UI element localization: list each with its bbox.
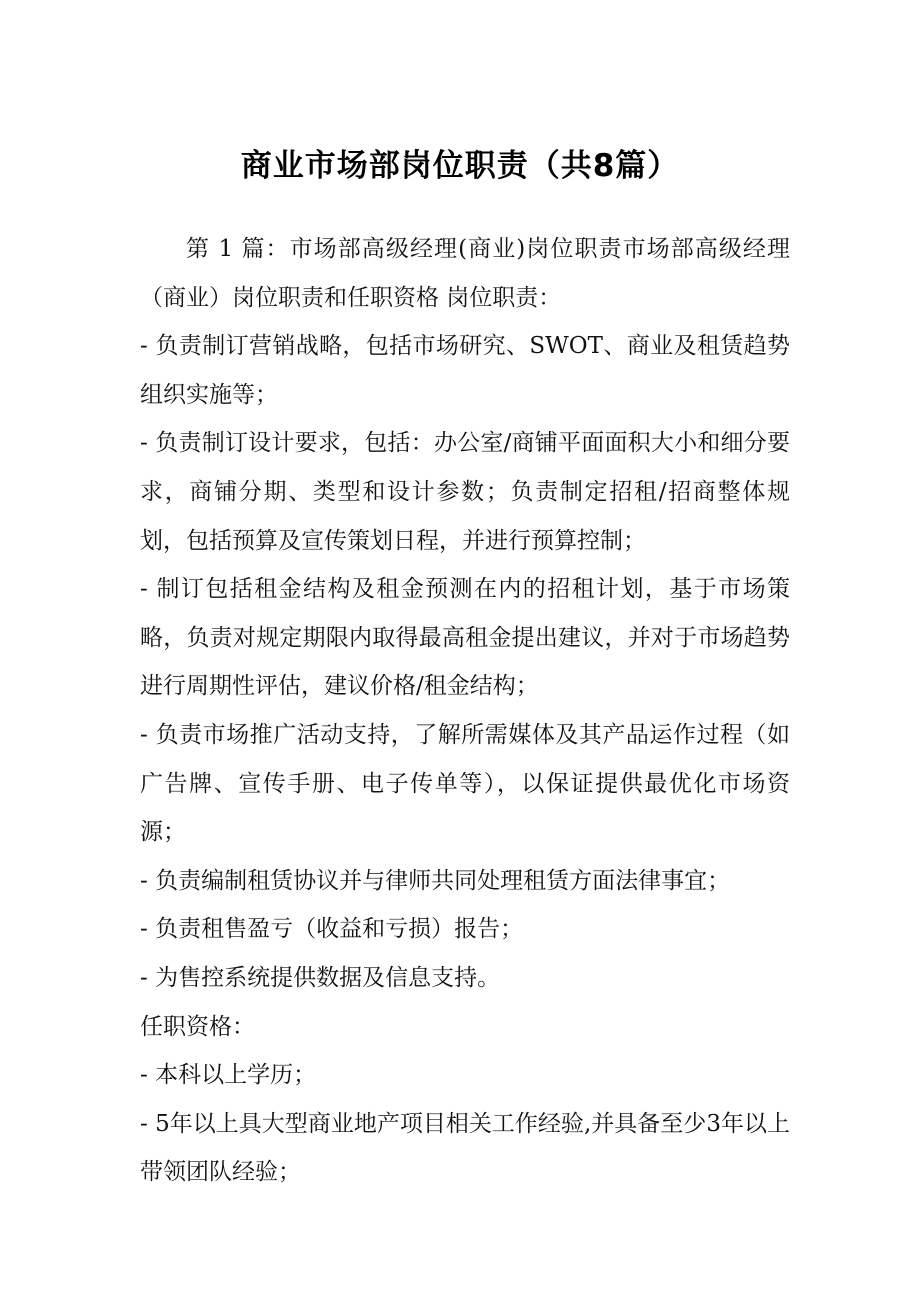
paragraph-duty-3: - 制订包括租金结构及租金预测在内的招租计划，基于市场策略，负责对规定期限内取得最高租金提出建议，并对于市场趋势进行周期性评估，建议价格/租金结构； [140, 576, 790, 700]
paragraph-duty-4: - 负责市场推广活动支持，了解所需媒体及其产品运作过程（如广告牌、宣传手册、电子传单等），以保证提供最优化市场资源； [140, 721, 790, 846]
document-title: 商业市场部岗位职责（共8篇） [240, 148, 680, 184]
paragraph-duty-7: - 为售控系统提供数据及信息支持。 [140, 964, 501, 991]
paragraph-duty-1: - 负责制订营销战略，包括市场研究、SWOT、商业及租赁趋势组织实施等； [140, 333, 790, 408]
paragraph-duty-5: - 负责编制租赁协议并与律师共同处理租赁方面法律事宜； [140, 867, 731, 894]
document-body [140, 225, 790, 1197]
paragraph-intro: 第 1 篇：市场部高级经理(商业)岗位职责市场部高级经理（商业）岗位职责和任职资格 岗位职责： [140, 236, 790, 311]
paragraph-qualification-2: - 5年以上具大型商业地产项目相关工作经验,并具备至少3年以上带领团队经验； [140, 1110, 790, 1186]
paragraph-duty-2: - 负责制订设计要求，包括：办公室/商铺平面面积大小和细分要求，商铺分期、类型和设计参数；负责制定招租/招商整体规划，包括预算及宣传策划日程，并进行预算控制； [140, 430, 790, 554]
paragraph-qualifications-heading: 任职资格： [140, 1013, 255, 1040]
paragraph-duty-6: - 负责租售盈亏（收益和亏损）报告； [140, 916, 524, 943]
paragraph-qualification-1: - 本科以上学历； [140, 1062, 317, 1089]
